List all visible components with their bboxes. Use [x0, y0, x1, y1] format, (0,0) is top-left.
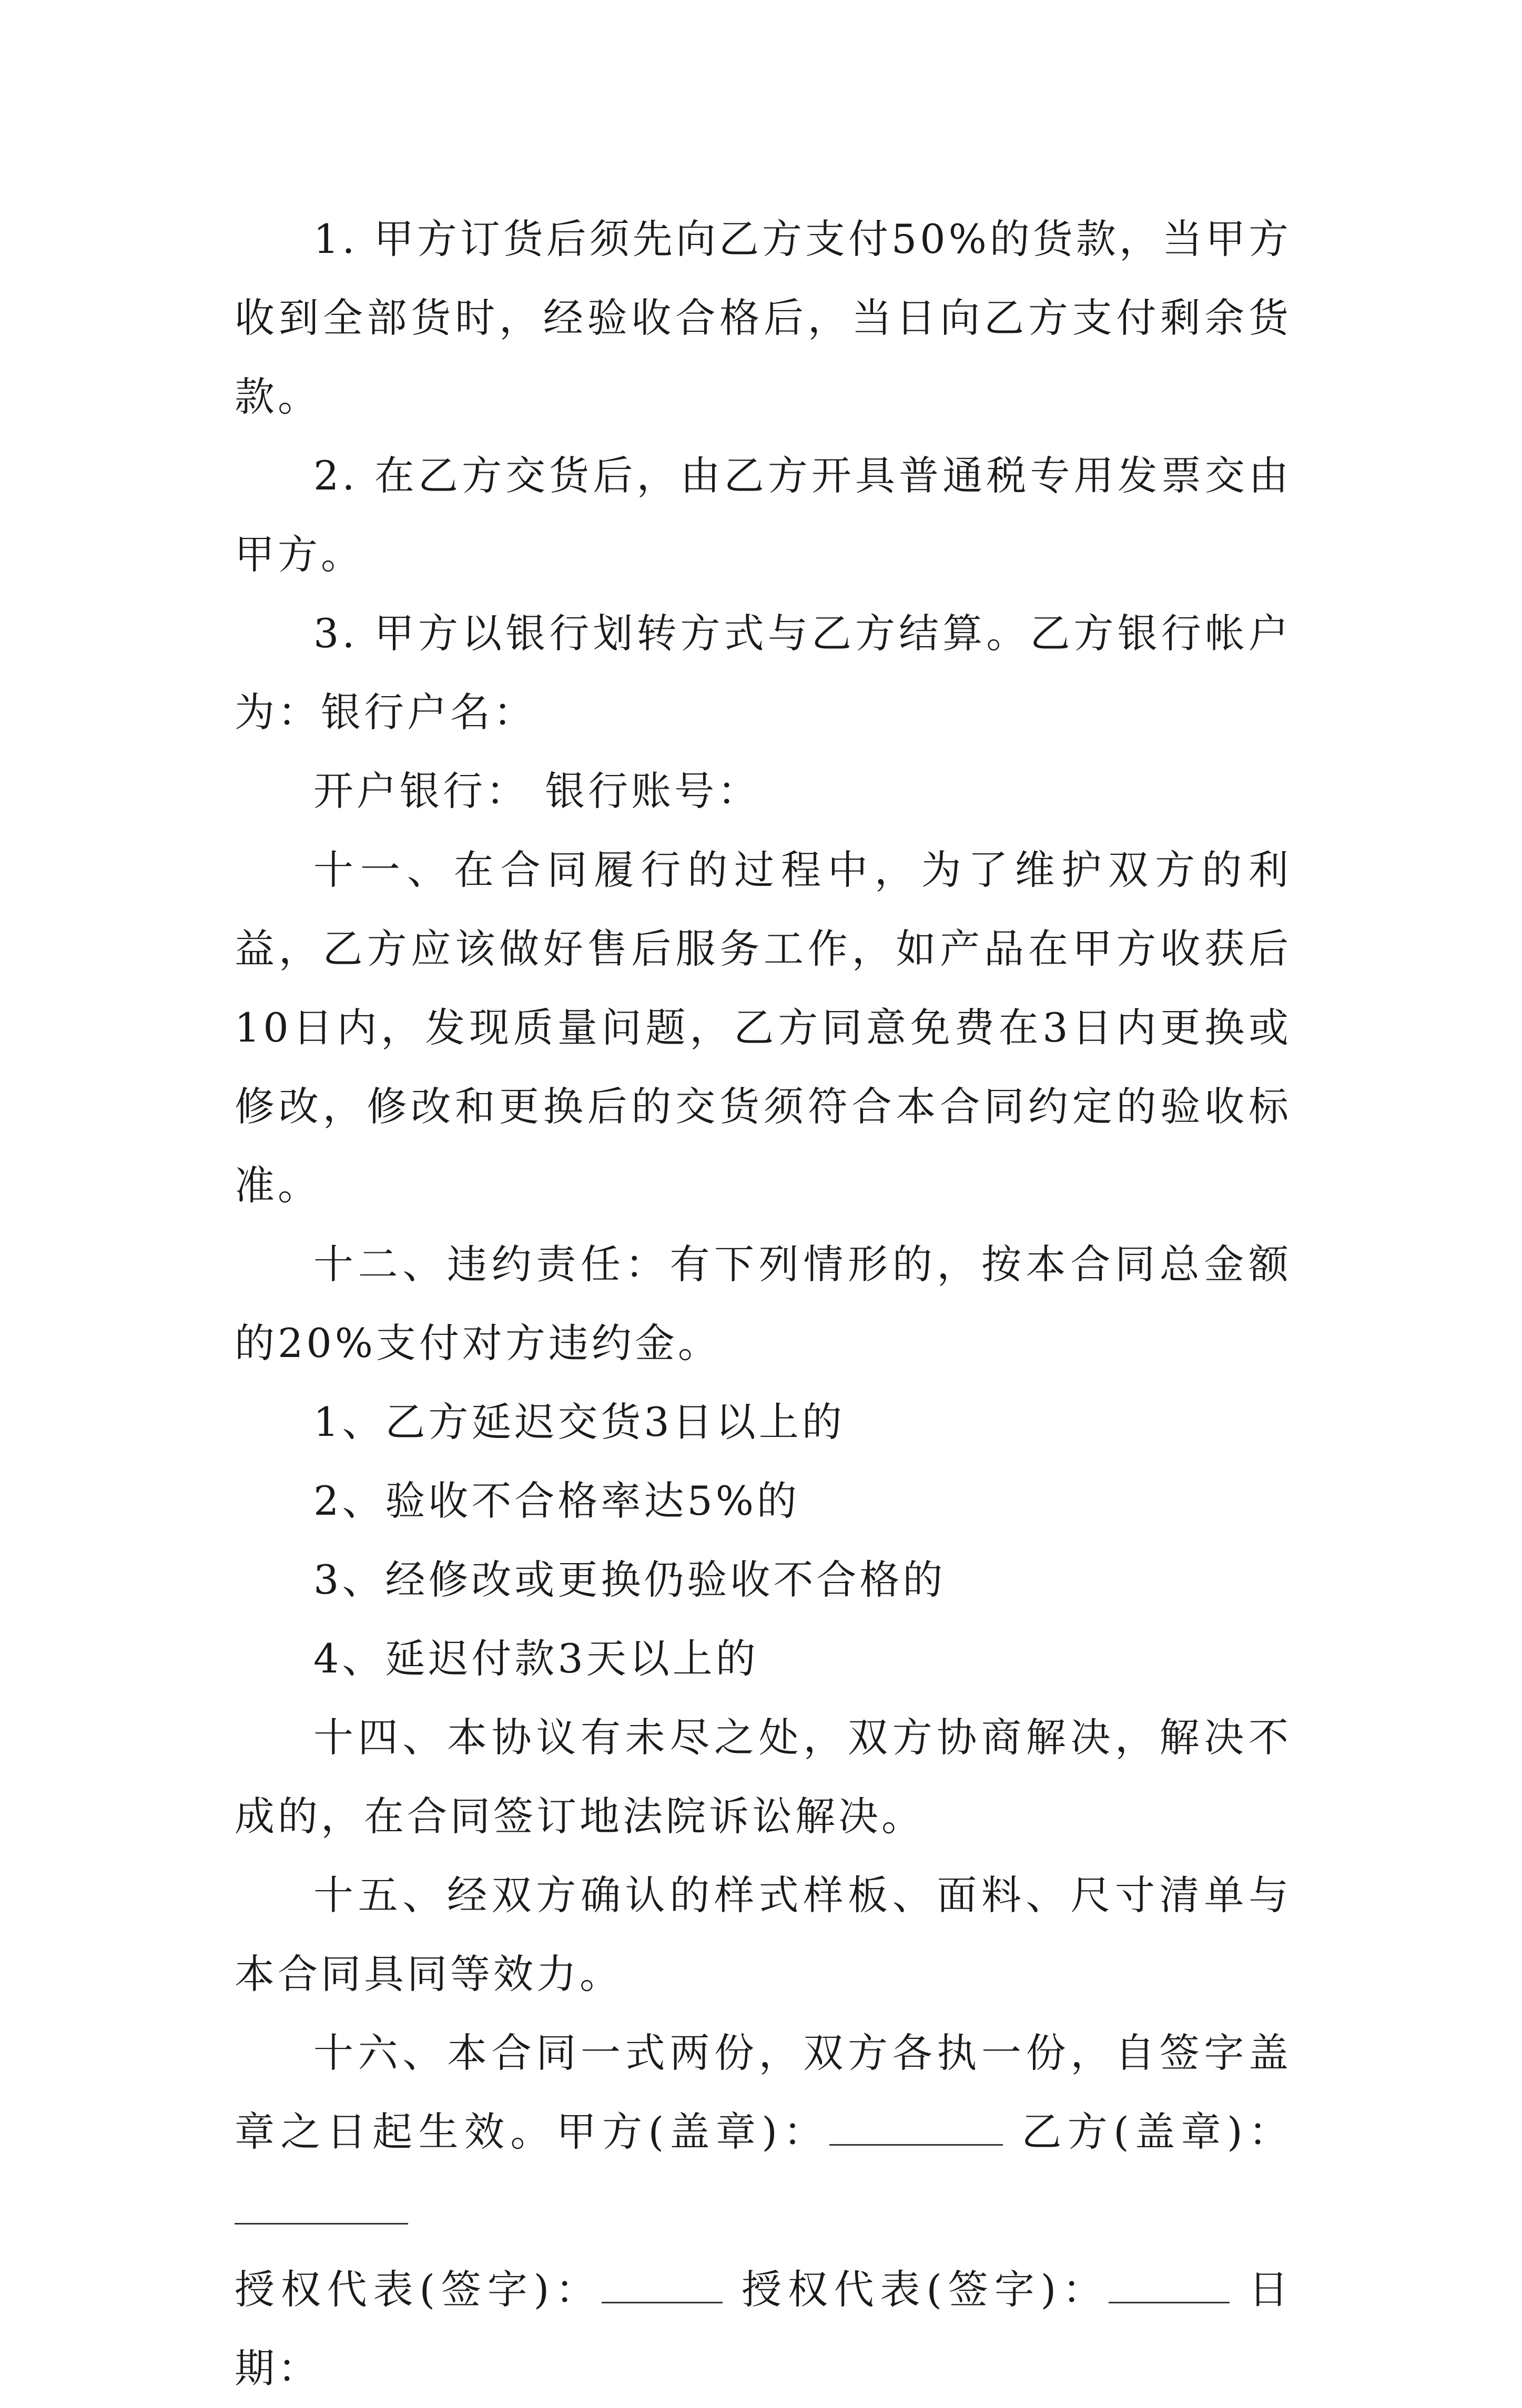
breach-item-1: 1、乙方延迟交货3日以上的: [313, 1399, 845, 1445]
clause-twelve: 十二、违约责任：有下列情形的，按本合同总金额的20%支付对方违约金。: [235, 1241, 1292, 1366]
clause-payment-3: 3. 甲方以银行划转方式与乙方结算。乙方银行帐户为：银行户名：: [235, 610, 1292, 736]
rep-b-blank: [1109, 2265, 1230, 2303]
clause-payment-1: 1. 甲方订货后须先向乙方支付50%的货款，当甲方收到全部货时，经验收合格后，当日向乙方支付剩余货款。: [235, 216, 1292, 420]
rep-b-label: 授权代表(签字)：: [741, 2266, 1109, 2313]
breach-item-4: 4、延迟付款3天以上的: [313, 1635, 759, 1682]
breach-item-3: 3、经修改或更换仍验收不合格的: [313, 1556, 946, 1603]
document-body: [235, 200, 1292, 2408]
rep-a-blank: [602, 2265, 723, 2303]
clause-sixteen-text: 十六、本合同一式两份，双方各执一份，自签字盖章之日起生效。: [235, 2029, 1292, 2155]
clause-payment-2: 2. 在乙方交货后，由乙方开具普通税专用发票交由甲方。: [235, 452, 1292, 578]
party-a-seal-label: 甲方(盖章)：: [556, 2108, 829, 2155]
clause-fifteen: 十五、经双方确认的样式样板、面料、尺寸清单与本合同具同等效力。: [235, 1872, 1292, 1997]
rep-a-label: 授权代表(签字)：: [235, 2266, 602, 2313]
clause-sixteen: [235, 2014, 1292, 2250]
clause-fourteen: 十四、本协议有未尽之处，双方协商解决，解决不成的，在合同签订地法院诉讼解决。: [235, 1714, 1292, 1840]
party-b-seal-label: 乙方(盖章)：: [1021, 2108, 1292, 2155]
breach-item-2: 2、验收不合格率达5%的: [313, 1477, 800, 1524]
signature-line: [235, 2250, 1292, 2408]
date-label: 日期：: [235, 2266, 1292, 2392]
party-b-seal-blank: [235, 2186, 408, 2225]
party-a-seal-blank: [829, 2107, 1003, 2146]
bank-info-line: 开户银行： 银行账号：: [313, 768, 761, 814]
clause-eleven: 十一、在合同履行的过程中，为了维护双方的利益，乙方应该做好售后服务工作，如产品在甲方收获后10日内，发现质量问题，乙方同意免费在3日内更换或修改，修改和更换后的交货须符合本合同约定的验收标准。: [235, 846, 1292, 1209]
